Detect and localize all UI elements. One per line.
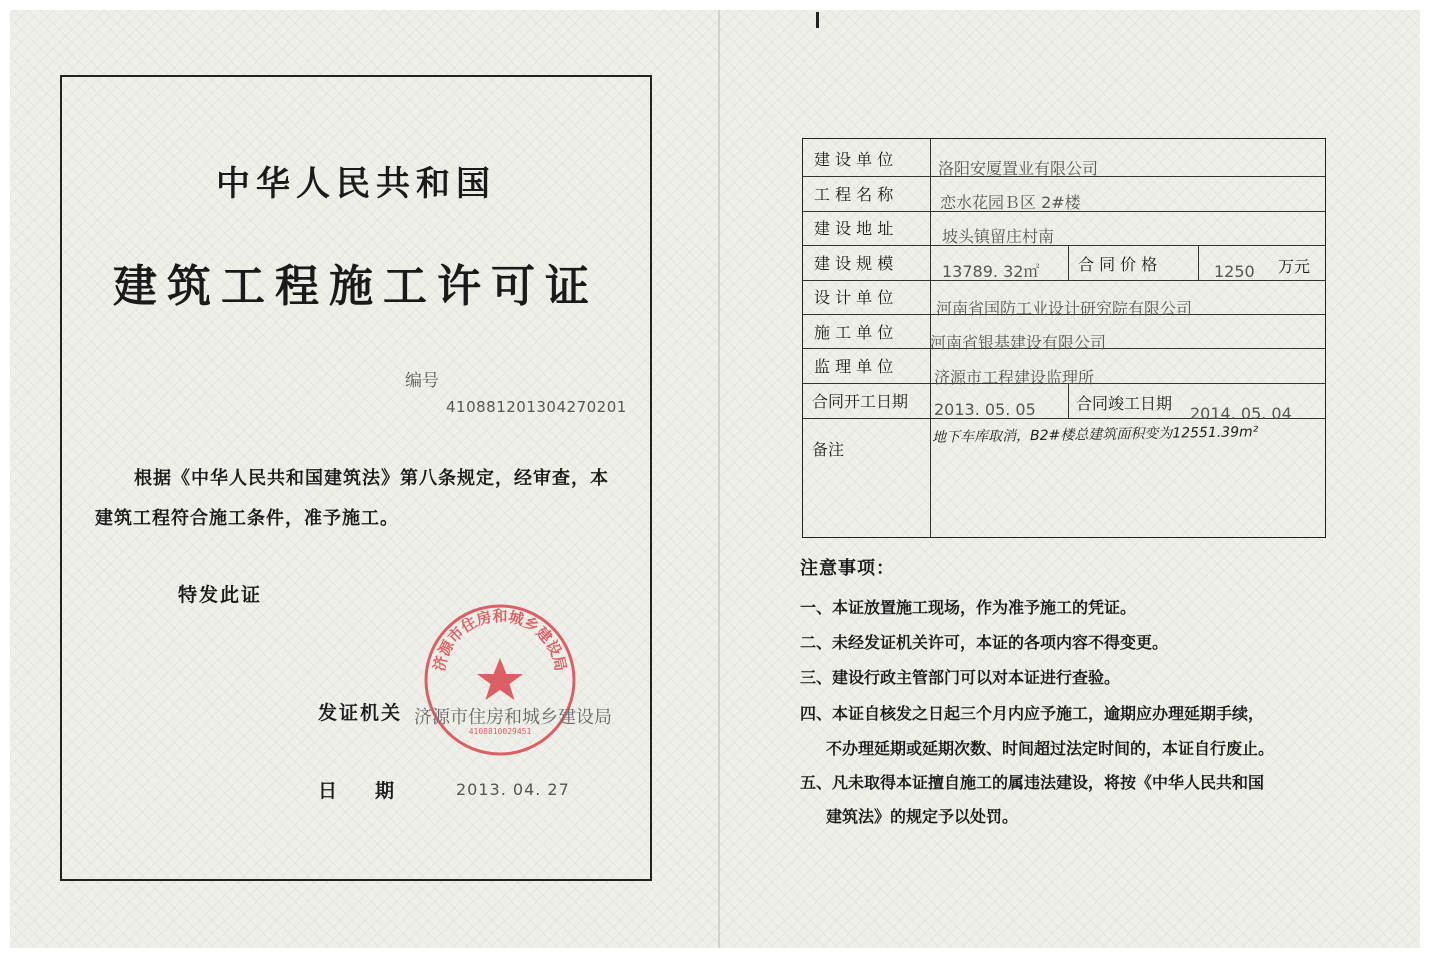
body-text-line-2: 建筑工程符合施工条件，准予施工。 xyxy=(95,508,399,529)
table-divider xyxy=(802,245,1326,246)
note-item: 不办理延期或延期次数、时间超过法定时间的，本证自行废止。 xyxy=(826,739,1275,758)
construction-unit-value: 洛阳安厦置业有限公司 xyxy=(938,159,1099,178)
official-seal xyxy=(420,600,580,760)
note-item: 一、本证放置施工现场，作为准予施工的凭证。 xyxy=(800,598,1137,617)
note-item: 三、建设行政主管部门可以对本证进行查验。 xyxy=(800,668,1121,687)
remarks-handwritten-value: 地下车库取消，B2#楼总建筑面积变为12551.39m² xyxy=(931,424,1259,446)
special-issue-text: 特发此证 xyxy=(178,584,263,606)
permit-number: 410881201304270201 xyxy=(446,398,627,416)
contract-price-label: 合 同 价 格 xyxy=(1078,255,1158,274)
construction-scale-label: 建 设 规 模 xyxy=(814,254,894,273)
number-label: 编号 xyxy=(405,371,439,391)
builder-unit-value: 河南省银基建设有限公司 xyxy=(930,333,1107,352)
construction-scale-value: 13789. 32㎡ xyxy=(942,262,1040,281)
note-item: 二、未经发证机关许可，本证的各项内容不得变更。 xyxy=(800,633,1169,652)
construction-address-label: 建 设 地 址 xyxy=(814,219,894,238)
project-name-value: 恋水花园Ｂ区 2#楼 xyxy=(940,193,1081,212)
contract-price-unit: 万元 xyxy=(1278,257,1311,276)
construction-address-value: 坡头镇留庄村南 xyxy=(942,227,1055,246)
supervision-unit-label: 监 理 单 位 xyxy=(814,357,894,376)
contract-price-value: 1250 xyxy=(1214,262,1255,281)
body-text-line-1: 根据《中华人民共和国建筑法》第八条规定，经审查，本 xyxy=(134,468,609,489)
page-fold xyxy=(718,10,720,948)
seal-code: 4108810029451 xyxy=(468,727,532,736)
note-item: 四、本证自核发之日起三个月内应予施工，逾期应办理延期手续， xyxy=(800,704,1265,723)
issue-date-label: 日期 xyxy=(318,780,433,802)
issuer-value: 济源市住房和城乡建设局 xyxy=(414,707,612,728)
design-unit-value: 河南省国防工业设计研究院有限公司 xyxy=(936,299,1193,318)
seal-star-icon xyxy=(477,658,523,700)
contract-start-date-label: 合同开工日期 xyxy=(812,392,909,411)
issue-date-value: 2013. 04. 27 xyxy=(456,780,570,799)
note-item: 五、凡未取得本证擅自施工的属违法建设，将按《中华人民共和国 xyxy=(800,773,1265,792)
design-unit-label: 设 计 单 位 xyxy=(814,288,894,307)
construction-unit-label: 建 设 单 位 xyxy=(814,150,894,169)
issuer-label: 发证机关 xyxy=(318,702,403,724)
contract-end-date-label: 合同竣工日期 xyxy=(1076,394,1173,413)
supervision-unit-value: 济源市工程建设监理所 xyxy=(934,368,1095,387)
permit-title: 建筑工程施工许可证 xyxy=(113,261,599,312)
builder-unit-label: 施 工 单 位 xyxy=(814,323,894,342)
seal-text: 济源市住房和城乡建设局 xyxy=(430,607,570,673)
note-item: 建筑法》的规定予以处罚。 xyxy=(826,807,1019,826)
scan-mark xyxy=(816,12,819,28)
table-divider xyxy=(1068,245,1069,280)
table-divider xyxy=(1068,383,1069,418)
remarks-label: 备注 xyxy=(812,440,845,459)
table-divider xyxy=(1198,245,1199,280)
project-name-label: 工 程 名 称 xyxy=(814,185,894,204)
notes-title: 注意事项： xyxy=(800,558,895,579)
country-title: 中华人民共和国 xyxy=(216,164,496,204)
contract-end-date-value: 2014. 05. 04 xyxy=(1190,404,1292,423)
contract-start-date-value: 2013. 05. 05 xyxy=(934,400,1036,419)
